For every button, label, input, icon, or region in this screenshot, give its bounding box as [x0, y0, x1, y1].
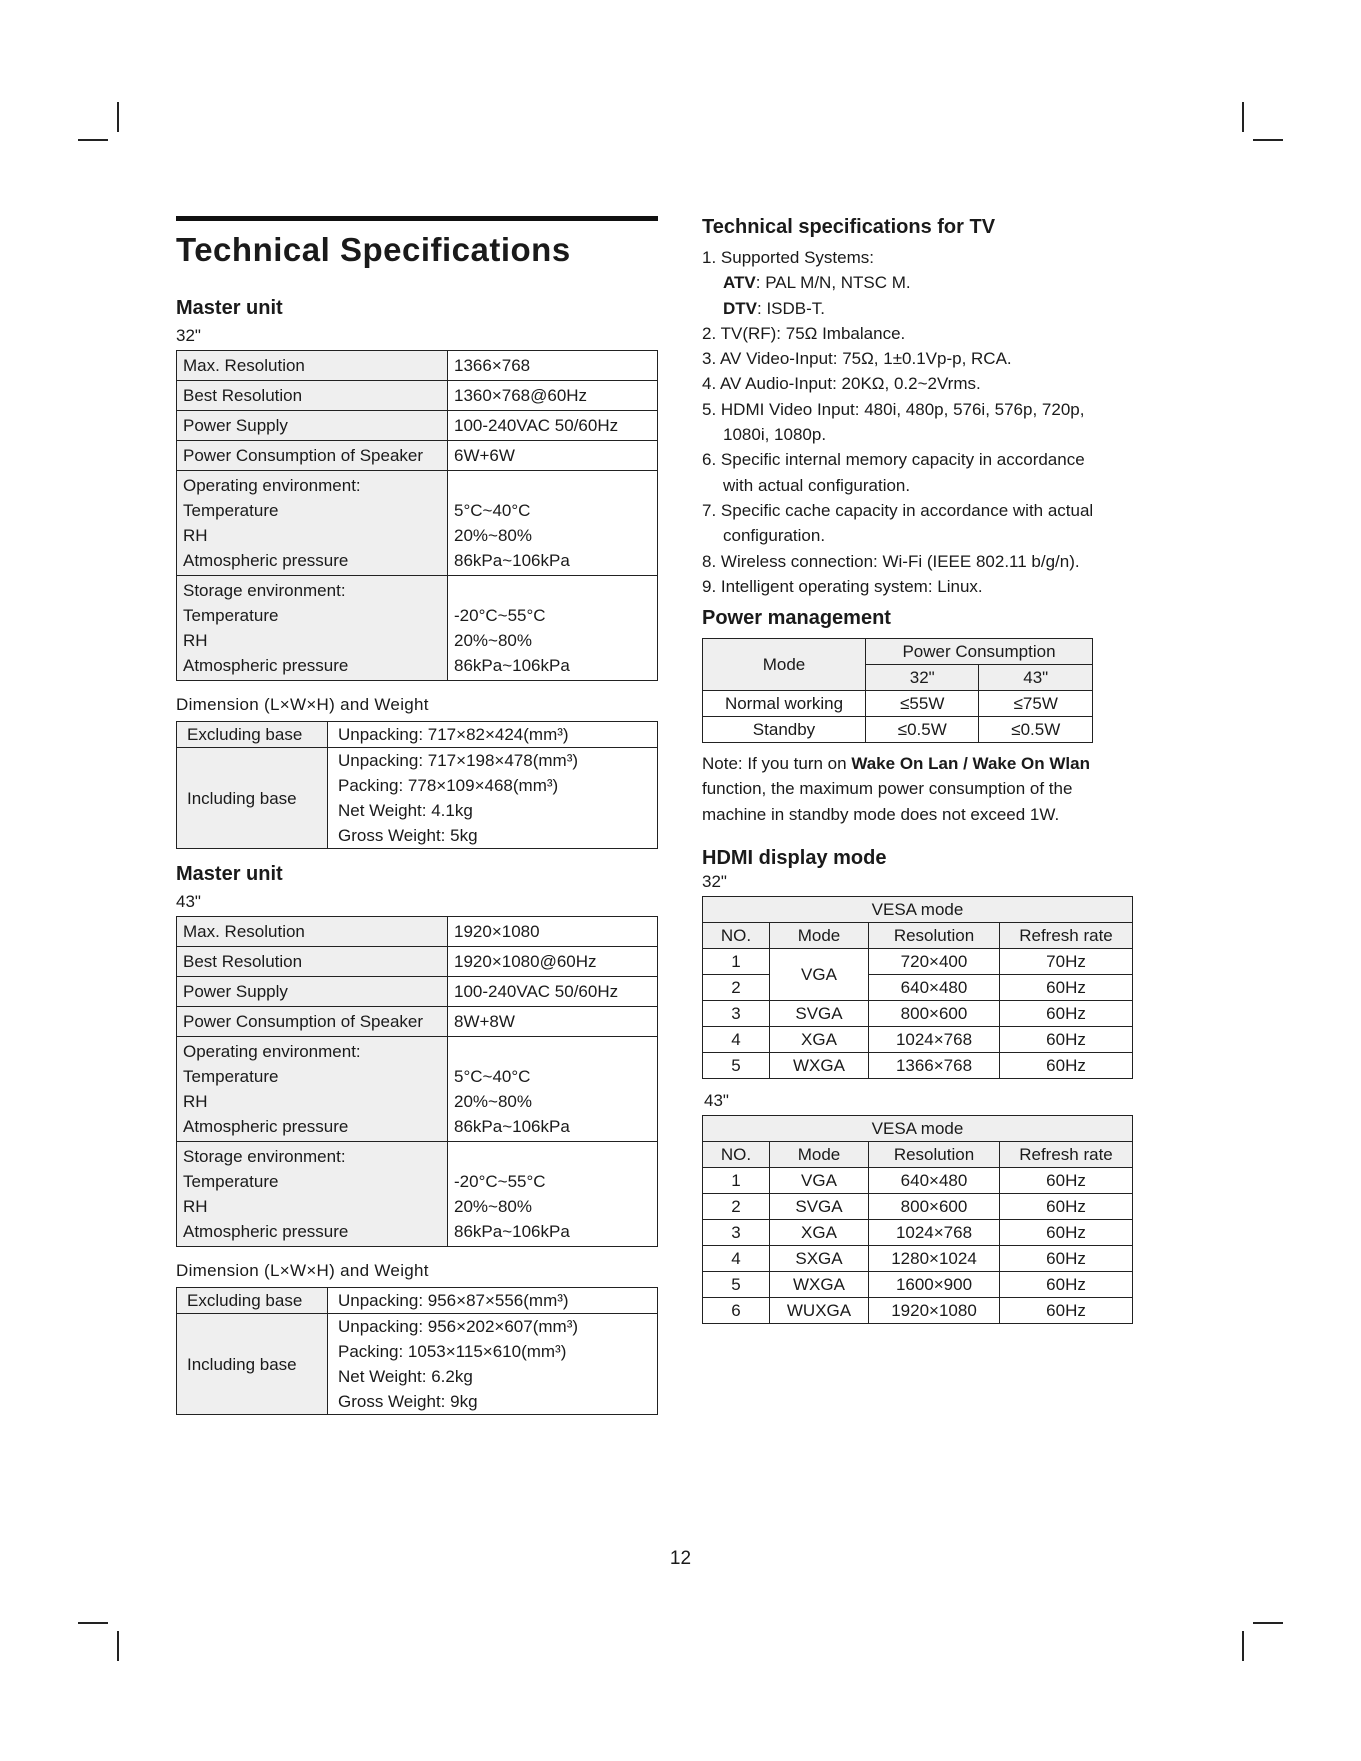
- spec-label: Best Resolution: [177, 381, 448, 411]
- crop-mark: [117, 1631, 119, 1661]
- master-unit-heading: Master unit: [176, 297, 283, 319]
- table-cell: 60Hz: [1000, 1220, 1133, 1246]
- table-row: [177, 917, 658, 947]
- table-cell: XGA: [770, 1220, 869, 1246]
- spec-value: 86kPa~106kPa: [454, 656, 570, 675]
- crop-mark: [1253, 1622, 1283, 1624]
- spec-value: 6W+6W: [448, 441, 658, 471]
- spec-label: RH: [183, 631, 208, 650]
- table-row: [703, 691, 1093, 717]
- right-column: [702, 216, 1172, 1324]
- table-cell: 4: [703, 1027, 770, 1053]
- table-cell: 1024×768: [869, 1027, 1000, 1053]
- page-title: Technical Specifications: [176, 231, 571, 268]
- table-row: [703, 1027, 1133, 1053]
- spec-label: Best Resolution: [177, 947, 448, 977]
- table-cell: SVGA: [770, 1194, 869, 1220]
- table-row: [703, 639, 1093, 665]
- list-item: with actual configuration.: [723, 475, 911, 495]
- table-row: [177, 381, 658, 411]
- table-cell: 60Hz: [1000, 975, 1133, 1001]
- group-title: Operating environment:: [183, 476, 361, 495]
- table-cell: XGA: [770, 1027, 869, 1053]
- table-cell: 720×400: [869, 949, 1000, 975]
- power-note: [702, 751, 1172, 827]
- list-item: 3. AV Video-Input: 75Ω, 1±0.1Vp-p, RCA.: [702, 349, 1012, 369]
- table-row: [177, 411, 658, 441]
- spec-label: Power Consumption of Speaker: [177, 441, 448, 471]
- column-header: Refresh rate: [1000, 923, 1133, 949]
- table-cell: 60Hz: [1000, 1194, 1133, 1220]
- spec-value: 20%~80%: [454, 631, 532, 650]
- table-cell: 4: [703, 1246, 770, 1272]
- table-cell: 60Hz: [1000, 1168, 1133, 1194]
- table-cell: VGA: [770, 949, 869, 1001]
- table-row: [177, 1142, 658, 1247]
- table-row: [177, 1007, 658, 1037]
- spec-value: 5°C~40°C: [454, 1067, 531, 1086]
- crop-mark: [1253, 139, 1283, 141]
- environment-values: [448, 1142, 658, 1247]
- table-cell: VGA: [770, 1168, 869, 1194]
- page-number: 12: [669, 1548, 692, 1569]
- list-item: 9. Intelligent operating system: Linux.: [702, 576, 983, 596]
- power-cell: ≤55W: [866, 691, 979, 717]
- table-row: [177, 471, 658, 576]
- including-base-values: [328, 1314, 658, 1415]
- table-cell: 800×600: [869, 1194, 1000, 1220]
- environment-values: [448, 576, 658, 681]
- table-cell: WXGA: [770, 1053, 869, 1079]
- vesa-title: VESA mode: [703, 1116, 1133, 1142]
- group-title: Operating environment:: [183, 1042, 361, 1061]
- table-row: [177, 351, 658, 381]
- table-row: [177, 1037, 658, 1142]
- environment-values: [448, 1037, 658, 1142]
- table-cell: 1: [703, 1168, 770, 1194]
- spec-value: 20%~80%: [454, 1197, 532, 1216]
- power-cell: ≤0.5W: [866, 717, 979, 743]
- table-row: [177, 722, 658, 748]
- environment-values: [448, 471, 658, 576]
- hdmi-heading: HDMI display mode: [702, 847, 887, 870]
- atv-value: : PAL M/N, NTSC M.: [755, 273, 911, 293]
- table-row: [177, 977, 658, 1007]
- spec-label: Atmospheric pressure: [183, 1222, 349, 1241]
- list-item: 1080i, 1080p.: [723, 425, 827, 445]
- spec-label: Max. Resolution: [177, 917, 448, 947]
- spec-value: -20°C~55°C: [454, 1172, 546, 1191]
- spec-label: Max. Resolution: [177, 351, 448, 381]
- dimension-table-32: [176, 721, 658, 849]
- spec-value: 1366×768: [448, 351, 658, 381]
- dimension-value: Net Weight: 4.1kg: [338, 801, 473, 820]
- dimension-value: Unpacking: 717×198×478(mm³): [338, 751, 579, 770]
- list-item: 2. TV(RF): 75Ω Imbalance.: [702, 323, 906, 343]
- dimension-value: Gross Weight: 5kg: [338, 826, 478, 845]
- dimension-value: Packing: 1053×115×610(mm³): [338, 1342, 567, 1361]
- spec-value: -20°C~55°C: [454, 606, 546, 625]
- spec-value: 8W+8W: [448, 1007, 658, 1037]
- spec-value: 5°C~40°C: [454, 501, 531, 520]
- note-text: Note: If you turn on: [702, 754, 852, 774]
- including-base-label: Including base: [177, 1314, 328, 1415]
- spec-value: 86kPa~106kPa: [454, 551, 570, 570]
- table-cell: 5: [703, 1053, 770, 1079]
- table-row: [703, 1246, 1133, 1272]
- power-management-heading: Power management: [702, 607, 891, 630]
- crop-mark: [1242, 102, 1244, 132]
- master-unit-heading: Master unit: [176, 863, 283, 885]
- tv-spec-list: [702, 245, 1172, 599]
- table-row: [703, 1272, 1133, 1298]
- spec-label: Atmospheric pressure: [183, 1117, 349, 1136]
- dimension-value: Net Weight: 6.2kg: [338, 1367, 473, 1386]
- table-cell: 2: [703, 1194, 770, 1220]
- excluding-base-value: Unpacking: 717×82×424(mm³): [328, 722, 658, 748]
- table-row: [703, 1142, 1133, 1168]
- column-header: Resolution: [869, 1142, 1000, 1168]
- spec-label: Power Supply: [177, 977, 448, 1007]
- spec-label: Atmospheric pressure: [183, 656, 349, 675]
- table-cell: 1280×1024: [869, 1246, 1000, 1272]
- dimension-heading: Dimension (L×W×H) and Weight: [176, 695, 429, 714]
- table-row: [177, 1288, 658, 1314]
- excluding-base-value: Unpacking: 956×87×556(mm³): [328, 1288, 658, 1314]
- size-label: 43": [704, 1091, 729, 1111]
- environment-group: [177, 576, 448, 681]
- crop-mark: [78, 1622, 108, 1624]
- column-header: Refresh rate: [1000, 1142, 1133, 1168]
- table-row: [177, 576, 658, 681]
- table-cell: 70Hz: [1000, 949, 1133, 975]
- table-row: [703, 1194, 1133, 1220]
- table-cell: 3: [703, 1001, 770, 1027]
- spec-value: 1360×768@60Hz: [448, 381, 658, 411]
- column-header: Resolution: [869, 923, 1000, 949]
- table-cell: 640×480: [869, 1168, 1000, 1194]
- column-header: NO.: [703, 1142, 770, 1168]
- column-header: Mode: [770, 1142, 869, 1168]
- table-cell: 6: [703, 1298, 770, 1324]
- size-label: 32": [702, 872, 727, 892]
- column-header: NO.: [703, 923, 770, 949]
- note-bold: Wake On Lan / Wake On Wlan: [851, 754, 1090, 774]
- table-cell: SXGA: [770, 1246, 869, 1272]
- title-rule: [176, 216, 658, 221]
- table-row: [703, 1116, 1133, 1142]
- table-row: [703, 717, 1093, 743]
- column-header: Mode: [770, 923, 869, 949]
- including-base-values: [328, 748, 658, 849]
- size-label: 43": [176, 892, 201, 911]
- list-item: 1. Supported Systems:: [702, 248, 874, 267]
- table-row: [703, 923, 1133, 949]
- spec-value: 100-240VAC 50/60Hz: [448, 977, 658, 1007]
- table-cell: 60Hz: [1000, 1027, 1133, 1053]
- dimension-value: Unpacking: 956×202×607(mm³): [338, 1317, 579, 1336]
- table-row: [703, 1001, 1133, 1027]
- crop-mark: [78, 139, 108, 141]
- spec-label: RH: [183, 526, 208, 545]
- table-cell: 1024×768: [869, 1220, 1000, 1246]
- spec-label: Atmospheric pressure: [183, 551, 349, 570]
- spec-label: RH: [183, 1197, 208, 1216]
- environment-group: [177, 1037, 448, 1142]
- table-cell: 2: [703, 975, 770, 1001]
- vesa-table-32: [702, 896, 1133, 1079]
- crop-mark: [1242, 1631, 1244, 1661]
- table-row: [703, 1220, 1133, 1246]
- table-cell: 60Hz: [1000, 1001, 1133, 1027]
- table-cell: WUXGA: [770, 1298, 869, 1324]
- table-row: [177, 748, 658, 849]
- excluding-base-label: Excluding base: [177, 1288, 328, 1314]
- power-cell: ≤0.5W: [979, 717, 1093, 743]
- note-text: function, the maximum power consumption of the: [702, 779, 1073, 799]
- crop-mark: [117, 102, 119, 132]
- list-item: 8. Wireless connection: Wi-Fi (IEEE 802.11 b/g/n).: [702, 551, 1080, 571]
- table-cell: 640×480: [869, 975, 1000, 1001]
- dimension-heading: Dimension (L×W×H) and Weight: [176, 1261, 429, 1280]
- list-item: [702, 296, 1172, 321]
- mode-cell: Normal working: [703, 691, 866, 717]
- table-row: [177, 1314, 658, 1415]
- left-column: [176, 216, 658, 1415]
- spec-table-32: [176, 350, 658, 681]
- spec-label: Temperature: [183, 1172, 279, 1191]
- table-cell: 800×600: [869, 1001, 1000, 1027]
- table-cell: 60Hz: [1000, 1053, 1133, 1079]
- power-table: [702, 638, 1093, 743]
- table-row: [703, 975, 1133, 1001]
- spec-label: Temperature: [183, 501, 279, 520]
- including-base-label: Including base: [177, 748, 328, 849]
- mode-cell: Standby: [703, 717, 866, 743]
- spec-value: 20%~80%: [454, 526, 532, 545]
- spec-label: Temperature: [183, 1067, 279, 1086]
- size-header: 43": [979, 665, 1093, 691]
- vesa-title: VESA mode: [703, 897, 1133, 923]
- list-item: 5. HDMI Video Input: 480i, 480p, 576i, 576p, 720p,: [702, 399, 1085, 419]
- table-cell: SVGA: [770, 1001, 869, 1027]
- spec-value: 100-240VAC 50/60Hz: [448, 411, 658, 441]
- spec-label: Power Supply: [177, 411, 448, 441]
- spec-value: 86kPa~106kPa: [454, 1222, 570, 1241]
- power-cell: ≤75W: [979, 691, 1093, 717]
- note-text: machine in standby mode does not exceed 1W.: [702, 804, 1060, 824]
- list-item: 6. Specific internal memory capacity in accordance: [702, 450, 1085, 470]
- spec-label: RH: [183, 1092, 208, 1111]
- list-item: 7. Specific cache capacity in accordance with actual: [702, 500, 1094, 520]
- dtv-label: DTV: [723, 298, 757, 318]
- table-row: [703, 1298, 1133, 1324]
- table-row: [177, 441, 658, 471]
- table-cell: 1920×1080: [869, 1298, 1000, 1324]
- list-item: 4. AV Audio-Input: 20KΩ, 0.2~2Vrms.: [702, 374, 981, 394]
- spec-value: 86kPa~106kPa: [454, 1117, 570, 1136]
- table-cell: WXGA: [770, 1272, 869, 1298]
- dtv-value: : ISDB-T.: [757, 298, 826, 318]
- spec-label: Temperature: [183, 606, 279, 625]
- group-title: Storage environment:: [183, 1147, 346, 1166]
- table-row: [703, 897, 1133, 923]
- spec-value: 20%~80%: [454, 1092, 532, 1111]
- spec-label: Power Consumption of Speaker: [177, 1007, 448, 1037]
- size-header: 32": [866, 665, 979, 691]
- group-title: Storage environment:: [183, 581, 346, 600]
- table-cell: 3: [703, 1220, 770, 1246]
- dimension-table-43: [176, 1287, 658, 1415]
- table-cell: 60Hz: [1000, 1272, 1133, 1298]
- spec-value: 1920×1080: [448, 917, 658, 947]
- table-cell: 60Hz: [1000, 1298, 1133, 1324]
- table-row: [703, 1168, 1133, 1194]
- tv-spec-heading: Technical specifications for TV: [702, 216, 996, 238]
- dimension-value: Gross Weight: 9kg: [338, 1392, 478, 1411]
- table-cell: 60Hz: [1000, 1246, 1133, 1272]
- environment-group: [177, 471, 448, 576]
- vesa-table-43: [702, 1115, 1133, 1324]
- table-cell: 1366×768: [869, 1053, 1000, 1079]
- spec-table-43: [176, 916, 658, 1247]
- consumption-header: Power Consumption: [866, 639, 1093, 665]
- table-row: [177, 947, 658, 977]
- table-row: [703, 1053, 1133, 1079]
- dimension-value: Packing: 778×109×468(mm³): [338, 776, 559, 795]
- list-item: [702, 270, 1172, 295]
- table-row: [703, 949, 1133, 975]
- table-cell: 1: [703, 949, 770, 975]
- mode-header: Mode: [703, 639, 866, 691]
- spec-value: 1920×1080@60Hz: [448, 947, 658, 977]
- list-item: configuration.: [723, 526, 826, 546]
- environment-group: [177, 1142, 448, 1247]
- atv-label: ATV: [723, 273, 756, 293]
- excluding-base-label: Excluding base: [177, 722, 328, 748]
- table-cell: 5: [703, 1272, 770, 1298]
- size-label: 32": [176, 326, 201, 345]
- table-cell: 1600×900: [869, 1272, 1000, 1298]
